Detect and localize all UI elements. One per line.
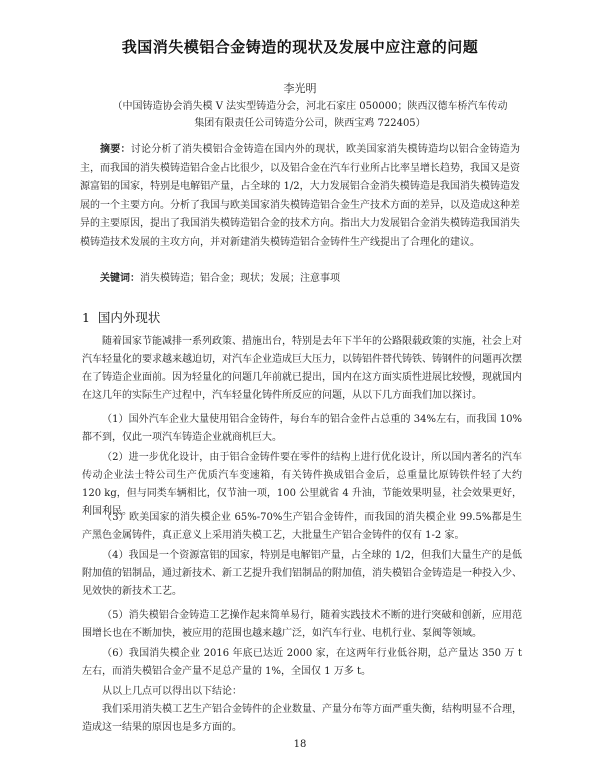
body-paragraph: （2）进一步优化设计，由于铝合金铸件要在零件的结构上进行优化设计，所以国内著名的汽车传动企业法士特公司生产优质汽车变速箱，有关铸件换成铝合金后，总重量比原铸铁件轻了大约 120 kg，但与同类车辆相比，仅节油一项，100 公里就省 4 升油，节能效果明显，社会效果更好，利国利民。 (82, 452, 522, 517)
keywords (80, 270, 520, 288)
abstract-text: 讨论分析了消失模铝合金铸造在国内外的现状，欧美国家消失模铸造均以铝合金铸造为主，而我国的消失模铸造铝合金占比很少，以及铝合金在汽车行业所占比率呈增长趋势，我国又是资源富铝的国家，特别是电解铝产量，占全球的 1/2，大力发展铝合金消失模铸造是我国消失模铸造发展的一个主要方向。分析了我国与欧美国家消失模铸造铝合金生产技术方面的差异，以及造成这种差异的主要原因，提出了我国消失模铸造铝合金的技术方向。指出大力发展铝合金消失模铸造我国消失模铸造技术发展的主攻方向，并对新建消失模铸造铝合金铸件生产线提出了合理化的建议。 (80, 144, 520, 248)
abstract-label: 摘要： (100, 144, 131, 155)
body-paragraph: （6）我国消失模企业 2016 年底已达近 2000 家，在这两年行业低谷期，总产量达 350 万 t 左右，而消失模铝合金产量不足总产量的 1%，全国仅 1 万多 t。 (82, 648, 522, 677)
body-paragraph: （5）消失模铝合金铸造工艺操作起来简单易行，随着实践技术不断的进行突破和创新，应用范围增长也在不断加快，被应用的范围也越来越广泛，如汽车行业、电机行业、泵阀等领域。 (82, 610, 522, 639)
body-paragraph: （3）欧美国家的消失模企业 65%-70%生产铝合金铸件，而我国的消失模企业 99.5%都是生产黑色金属铸件，真正意义上采用消失模工艺，大批量生产铝合金铸件的仅有 1-2 家。 (82, 512, 522, 541)
body-paragraph: 我们采用消失模工艺生产铝合金铸件的企业数量、产量分布等方面严重失衡，结构明显不合理，造成这一结果的原因也是多方面的。 (82, 704, 522, 733)
section-number: 1 (82, 310, 90, 325)
section-heading (82, 308, 160, 326)
body-paragraph: （4）我国是一个资源富铝的国家，特别是电解铝产量，占全球的 1/2，但我们大量生产的是低附加值的铝制品，通过新技术、新工艺提升我们铝制品的附加值，消失模铝合金铸造是一种投入少、见效快的新技术工艺。 (82, 550, 522, 597)
author-name: 李光明 (283, 82, 317, 95)
section-title: 国内外现状 (97, 310, 161, 325)
abstract (80, 141, 520, 252)
page-number: 18 (293, 739, 307, 750)
paper-title: 我国消失模铝合金铸造的现状及发展中应注意的问题 (121, 38, 479, 56)
body-paragraph: （1）国外汽车企业大量使用铝合金铸件，每台车的铝合金件占总重的 34%左右，而我国 10%都不到，仅此一项汽车铸造企业就商机巨大。 (82, 414, 522, 443)
body-paragraph: 从以上几点可以得出以下结论： (102, 686, 242, 697)
body-paragraph: 随着国家节能减排一系列政策、措施出台，特别是去年下半年的公路限载政策的实施，社会上对汽车轻量化的要求越来越迫切，对汽车企业造成巨大压力，以铸铝件替代铸铁、铸钢件的问题再次摆在了铸造企业面前。因为轻量化的问题几年前就已提出，国内在这方面实质性进展比较慢，现就国内在这几年的实际生产过程中，汽车轻量化铸件所反应的问题，从以下几方面我们加以探讨。 (82, 336, 522, 401)
author-affiliation: （中国铸造协会消失模 V 法实型铸造分会，河北石家庄 050000；陕西汉德车桥汽车传动集团有限责任公司铸造分公司，陕西宝鸡 722405） (112, 101, 508, 129)
keywords-text: 消失模铸造；铝合金；现状；发展；注意事项 (140, 273, 340, 284)
keywords-label: 关键词： (100, 273, 140, 284)
